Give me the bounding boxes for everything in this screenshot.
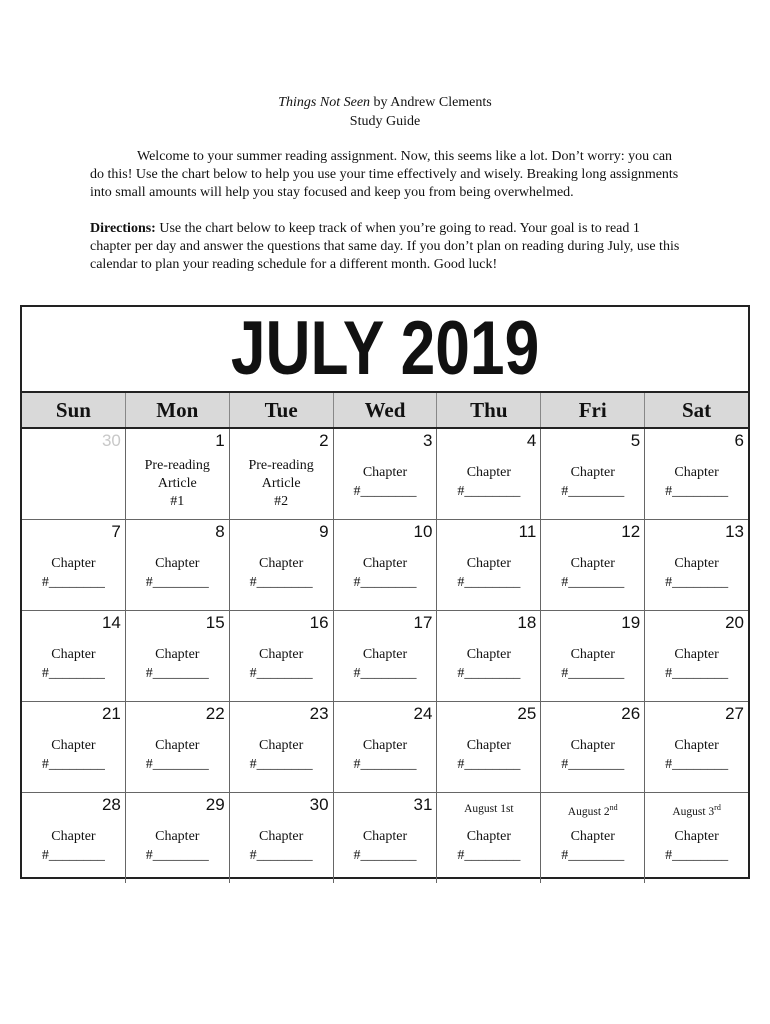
chapter-entry: [645, 645, 748, 683]
day-header-mon: Mon: [126, 393, 230, 427]
day-cell[interactable]: [541, 793, 645, 883]
assignment-label: Chapter: [362, 465, 408, 480]
chapter-number-blank[interactable]: #________: [145, 848, 209, 863]
calendar-week: [22, 429, 748, 520]
chapter-number-blank[interactable]: #________: [41, 666, 105, 681]
day-number: 23: [309, 704, 329, 723]
day-cell[interactable]: [22, 793, 126, 883]
chapter-number-blank[interactable]: #________: [249, 757, 313, 772]
day-number: 7: [111, 522, 121, 541]
chapter-number-blank[interactable]: #________: [457, 575, 521, 590]
chapter-entry: [22, 827, 125, 865]
chapter-entry: [437, 645, 540, 683]
day-cell[interactable]: [541, 520, 645, 610]
day-cell[interactable]: [334, 702, 438, 792]
chapter-number-blank[interactable]: #________: [249, 848, 313, 863]
chapter-number-blank[interactable]: #1: [170, 494, 185, 509]
day-cell[interactable]: [645, 793, 748, 883]
day-cell[interactable]: [437, 611, 541, 701]
day-cell[interactable]: [645, 520, 748, 610]
chapter-entry: [541, 736, 644, 774]
chapter-entry: [22, 554, 125, 592]
chapter-entry: [541, 645, 644, 683]
assignment-label: Article: [157, 476, 197, 491]
assignment-label: Chapter: [155, 556, 200, 571]
chapter-number-blank[interactable]: #________: [561, 666, 625, 681]
day-number: 13: [725, 522, 745, 541]
day-header-wed: Wed: [334, 393, 438, 427]
day-cell[interactable]: [22, 520, 126, 610]
day-cell[interactable]: [22, 429, 126, 519]
assignment-label: Chapter: [674, 556, 719, 571]
day-cell[interactable]: [437, 793, 541, 883]
chapter-number-blank[interactable]: #________: [561, 757, 625, 772]
chapter-entry: [334, 645, 437, 683]
assignment-label: Chapter: [51, 647, 96, 662]
day-number: 26: [621, 704, 641, 723]
day-number: 21: [101, 704, 121, 723]
assignment-label: Chapter: [51, 829, 96, 844]
day-of-week-header: [22, 393, 748, 429]
chapter-number-blank[interactable]: #________: [665, 757, 729, 772]
byline: by Andrew Clements: [370, 95, 492, 110]
chapter-entry: [230, 645, 333, 683]
chapter-number-blank[interactable]: #________: [41, 575, 105, 590]
chapter-number-blank[interactable]: #________: [457, 757, 521, 772]
chapter-number-blank[interactable]: #________: [665, 484, 729, 499]
assignment-label: Chapter: [570, 647, 615, 662]
day-cell[interactable]: [541, 611, 645, 701]
day-cell[interactable]: [230, 611, 334, 701]
chapter-number-blank[interactable]: #________: [145, 757, 209, 772]
day-number: 31: [413, 795, 433, 814]
chapter-number-blank[interactable]: #________: [353, 757, 417, 772]
calendar-grid: [22, 429, 748, 883]
chapter-number-blank[interactable]: #________: [457, 848, 521, 863]
chapter-entry: [541, 827, 644, 865]
assignment-label: Chapter: [155, 829, 200, 844]
chapter-number-blank[interactable]: #________: [41, 848, 105, 863]
day-number: 22: [205, 704, 225, 723]
chapter-number-blank[interactable]: #________: [665, 666, 729, 681]
overflow-date-suffix: rd: [714, 803, 721, 812]
chapter-entry: [541, 554, 644, 592]
day-cell[interactable]: [437, 429, 541, 519]
chapter-entry: [126, 645, 229, 683]
chapter-number-blank[interactable]: #________: [561, 848, 625, 863]
day-header-tue: Tue: [230, 393, 334, 427]
overflow-date-suffix: nd: [609, 803, 618, 812]
assignment-label: Chapter: [570, 738, 615, 753]
welcome-paragraph: Welcome to your summer reading assignment. Now, this seems like a lot. Don’t worry: you can do this! Use the chart below to help you use your time effectively and wisely. Breaking long assignments into small amounts will help you stay focused and keep you from being overwhelmed.: [90, 149, 679, 200]
chapter-entry: [230, 827, 333, 865]
chapter-entry: [437, 463, 540, 501]
book-title: Things Not Seen: [278, 95, 371, 110]
chapter-number-blank[interactable]: #________: [665, 848, 729, 863]
day-number: 15: [205, 613, 225, 632]
chapter-number-blank[interactable]: #________: [561, 575, 625, 590]
assignment-label: Chapter: [362, 556, 408, 571]
day-cell[interactable]: [645, 702, 748, 792]
chapter-number-blank[interactable]: #________: [457, 484, 521, 499]
day-number: 27: [725, 704, 745, 723]
day-cell[interactable]: [126, 793, 230, 883]
chapter-number-blank[interactable]: #________: [353, 848, 417, 863]
day-number: 14: [101, 613, 121, 632]
pre-reading-assignment: [230, 457, 333, 511]
chapter-entry: [645, 463, 748, 501]
assignment-label: Chapter: [155, 647, 200, 662]
chapter-number-blank[interactable]: #________: [41, 757, 105, 772]
assignment-label: Chapter: [258, 647, 304, 662]
day-number: 25: [517, 704, 537, 723]
assignment-label: Chapter: [570, 829, 615, 844]
pre-reading-assignment: [126, 457, 229, 511]
day-number: 30: [309, 795, 329, 814]
chapter-entry: [126, 736, 229, 774]
chapter-number-blank[interactable]: #2: [274, 494, 289, 509]
chapter-entry: [126, 554, 229, 592]
calendar: [20, 305, 750, 879]
day-cell[interactable]: [334, 793, 438, 883]
overflow-date-label: [437, 803, 540, 815]
chapter-number-blank[interactable]: #________: [145, 575, 209, 590]
chapter-entry: [541, 463, 644, 501]
day-header-sun: Sun: [22, 393, 126, 427]
assignment-label: Chapter: [258, 556, 304, 571]
assignment-label: Chapter: [570, 556, 615, 571]
overflow-date-text: August 1st: [464, 803, 514, 815]
assignment-label: Chapter: [362, 738, 408, 753]
day-cell[interactable]: [230, 429, 334, 519]
assignment-label: Chapter: [674, 829, 719, 844]
assignment-label: Chapter: [466, 556, 512, 571]
chapter-entry: [22, 645, 125, 683]
chapter-number-blank[interactable]: #________: [561, 484, 625, 499]
day-number: 6: [734, 431, 745, 450]
chapter-entry: [645, 736, 748, 774]
assignment-label: Pre-reading: [144, 458, 210, 473]
assignment-label: Chapter: [466, 465, 512, 480]
day-cell[interactable]: [126, 702, 230, 792]
chapter-entry: [230, 554, 333, 592]
day-number: 18: [517, 613, 537, 632]
day-cell[interactable]: [230, 520, 334, 610]
directions-label: Directions:: [90, 221, 156, 236]
day-number: 12: [621, 522, 641, 541]
day-number: 19: [621, 613, 641, 632]
chapter-number-blank[interactable]: #________: [353, 575, 417, 590]
day-number: 8: [215, 522, 225, 541]
assignment-label: Chapter: [51, 556, 96, 571]
chapter-number-blank[interactable]: #________: [353, 484, 417, 499]
calendar-week: [22, 793, 748, 883]
day-cell[interactable]: [645, 611, 748, 701]
calendar-week: [22, 520, 748, 611]
assignment-label: Chapter: [674, 738, 719, 753]
assignment-label: Chapter: [466, 738, 512, 753]
day-cell[interactable]: [22, 702, 126, 792]
assignment-label: Pre-reading: [248, 458, 314, 473]
day-cell[interactable]: [334, 611, 438, 701]
day-cell[interactable]: [437, 520, 541, 610]
chapter-entry: [437, 827, 540, 865]
day-number: 5: [630, 431, 641, 450]
day-cell[interactable]: [126, 520, 230, 610]
day-number: 17: [413, 613, 433, 632]
assignment-label: Chapter: [362, 829, 408, 844]
chapter-entry: [334, 554, 437, 592]
assignment-label: Chapter: [570, 465, 615, 480]
day-number: 10: [413, 522, 433, 541]
overflow-date-label: [541, 803, 644, 818]
chapter-number-blank[interactable]: #________: [457, 666, 521, 681]
assignment-label: Chapter: [674, 647, 719, 662]
chapter-number-blank[interactable]: #________: [249, 575, 313, 590]
chapter-number-blank[interactable]: #________: [249, 666, 313, 681]
chapter-entry: [22, 736, 125, 774]
document-header: [0, 93, 770, 131]
assignment-label: Chapter: [51, 738, 96, 753]
subtitle: Study Guide: [349, 114, 421, 129]
day-cell[interactable]: [22, 611, 126, 701]
day-header-sat: Sat: [681, 397, 712, 422]
overflow-date-label: [645, 803, 748, 818]
day-header-thu: Thu: [437, 393, 541, 427]
assignment-label: Chapter: [466, 829, 512, 844]
day-number: 2: [319, 431, 329, 450]
assignment-label: Chapter: [258, 829, 304, 844]
chapter-entry: [126, 827, 229, 865]
day-number: 24: [413, 704, 433, 723]
directions-paragraph: [90, 220, 680, 274]
calendar-title-bar: [22, 307, 748, 393]
day-cell[interactable]: [230, 793, 334, 883]
day-cell[interactable]: [541, 702, 645, 792]
day-number: 28: [101, 795, 121, 814]
chapter-entry: [334, 463, 437, 501]
day-header-fri: Fri: [541, 393, 645, 427]
day-number: 29: [205, 795, 225, 814]
day-cell[interactable]: [334, 520, 438, 610]
day-cell[interactable]: [230, 702, 334, 792]
overflow-date-text: August 3: [672, 805, 715, 818]
day-cell[interactable]: [645, 429, 748, 519]
assignment-label: Chapter: [258, 738, 304, 753]
day-number: 3: [422, 431, 433, 450]
chapter-number-blank[interactable]: #________: [145, 666, 209, 681]
chapter-number-blank[interactable]: #________: [353, 666, 417, 681]
day-number: 9: [319, 522, 329, 541]
day-number: 11: [518, 522, 537, 541]
chapter-entry: [230, 736, 333, 774]
assignment-label: Chapter: [155, 738, 200, 753]
day-cell[interactable]: [126, 429, 230, 519]
chapter-number-blank[interactable]: #________: [665, 575, 729, 590]
day-number: 30: [101, 431, 121, 450]
assignment-label: Chapter: [674, 465, 719, 480]
chapter-entry: [334, 827, 437, 865]
chapter-entry: [334, 736, 437, 774]
calendar-title: JULY 2019: [230, 306, 540, 391]
calendar-week: [22, 702, 748, 793]
day-number: 16: [309, 613, 329, 632]
assignment-label: Chapter: [466, 647, 512, 662]
day-cell[interactable]: [541, 429, 645, 519]
calendar-week: [22, 611, 748, 702]
day-cell[interactable]: [334, 429, 438, 519]
day-cell[interactable]: [126, 611, 230, 701]
title-line: [0, 93, 770, 112]
day-cell[interactable]: [437, 702, 541, 792]
intro-section: [90, 148, 680, 274]
chapter-entry: [645, 554, 748, 592]
chapter-entry: [645, 827, 748, 865]
chapter-entry: [437, 554, 540, 592]
chapter-entry: [437, 736, 540, 774]
assignment-label: Article: [261, 476, 301, 491]
day-number: 4: [526, 431, 537, 450]
day-number: 20: [725, 613, 745, 632]
day-number: 1: [215, 431, 225, 450]
assignment-label: Chapter: [362, 647, 408, 662]
directions-text: Use the chart below to keep track of when you’re going to read. Your goal is to read 1 chapter per day and answer the questions that same day. If you don’t plan on reading during July, use this calendar to plan your reading schedule for a different month. Good luck!: [90, 221, 680, 272]
overflow-date-text: August 2: [567, 805, 610, 818]
